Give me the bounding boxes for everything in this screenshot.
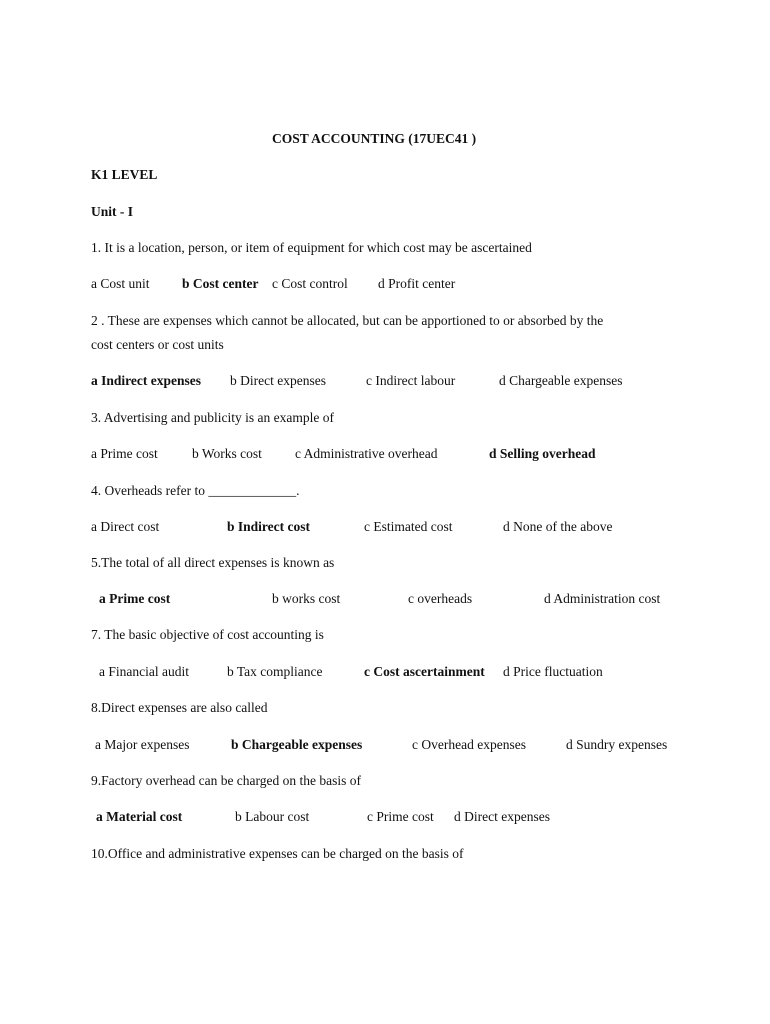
option-c: c Overhead expenses — [412, 737, 526, 752]
option-b: b works cost — [272, 591, 341, 606]
option-a: a Prime cost — [91, 446, 158, 461]
option-c: c Prime cost — [367, 809, 434, 824]
option-b-answer: b Chargeable expenses — [231, 737, 363, 752]
option-a: a Cost unit — [91, 276, 150, 291]
question-text: 1. It is a location, person, or item of equipment for which cost may be ascertained — [91, 240, 532, 255]
option-b: b Tax compliance — [227, 664, 323, 679]
question-text: 9.Factory overhead can be charged on the basis of — [91, 773, 362, 788]
question-text: 8.Direct expenses are also called — [91, 700, 268, 715]
option-c: c Cost control — [272, 276, 348, 291]
option-d: d Direct expenses — [454, 809, 550, 824]
option-c: c overheads — [408, 591, 473, 606]
option-c-answer: c Cost ascertainment — [364, 664, 485, 679]
option-d: d Chargeable expenses — [499, 373, 623, 388]
question-text: 10.Office and administrative expenses can be charged on the basis of — [91, 846, 464, 861]
unit-heading: Unit - I — [91, 204, 134, 219]
option-a-answer: a Indirect expenses — [91, 373, 201, 388]
option-c: c Administrative overhead — [295, 446, 438, 461]
option-a-answer: a Prime cost — [99, 591, 171, 606]
option-d: d Price fluctuation — [503, 664, 603, 679]
option-d: d None of the above — [503, 519, 613, 534]
option-b: b Direct expenses — [230, 373, 326, 388]
option-d: d Profit center — [378, 276, 456, 291]
question-text: 4. Overheads refer to _____________. — [91, 483, 300, 498]
option-b: b Labour cost — [235, 809, 310, 824]
question-text-continued: cost centers or cost units — [91, 337, 224, 352]
question-text: 7. The basic objective of cost accounting is — [91, 627, 324, 642]
option-c: c Indirect labour — [366, 373, 456, 388]
question-text: 5.The total of all direct expenses is known as — [91, 555, 335, 570]
option-d-answer: d Selling overhead — [489, 446, 596, 461]
option-b-answer: b Cost center — [182, 276, 259, 291]
question-text: 3. Advertising and publicity is an example of — [91, 410, 334, 425]
level-heading: K1 LEVEL — [91, 167, 158, 182]
question-text: 2 . These are expenses which cannot be allocated, but can be apportioned to or absorbed by the — [91, 313, 604, 328]
option-d: d Administration cost — [544, 591, 661, 606]
option-a: a Major expenses — [95, 737, 190, 752]
option-c: c Estimated cost — [364, 519, 453, 534]
option-a: a Direct cost — [91, 519, 160, 534]
document-title: COST ACCOUNTING (17UEC41 ) — [272, 131, 477, 146]
option-d: d Sundry expenses — [566, 737, 668, 752]
option-b-answer: b Indirect cost — [227, 519, 310, 534]
option-a-answer: a Material cost — [96, 809, 183, 824]
option-b: b Works cost — [192, 446, 262, 461]
option-a: a Financial audit — [99, 664, 189, 679]
